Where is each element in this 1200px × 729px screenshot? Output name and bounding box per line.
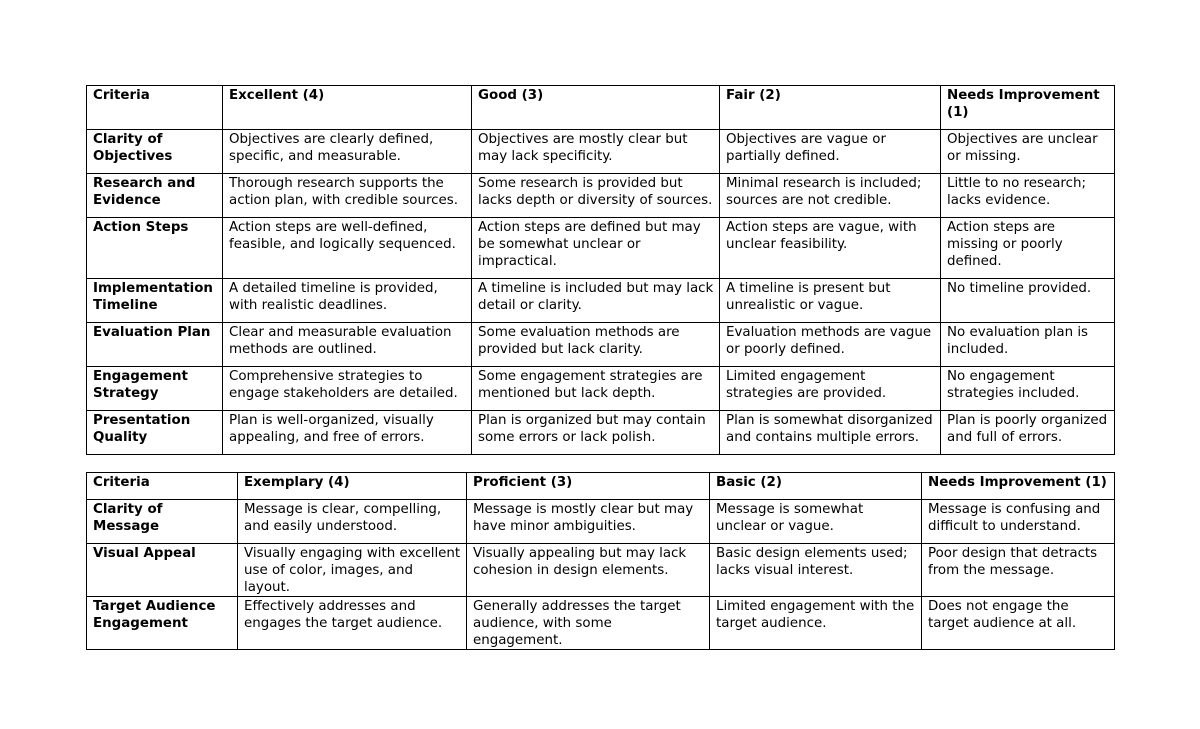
presentation-rubric-table (86, 472, 1115, 650)
descriptor-cell-level-3: Some evaluation methods are provided but lack clarity. (472, 323, 720, 367)
descriptor-cell-level-4: A detailed timeline is provided, with realistic deadlines. (223, 279, 472, 323)
table-row (87, 597, 1115, 650)
descriptor-cell-level-2: Objectives are vague or partially defined. (720, 130, 941, 174)
table-row (87, 279, 1115, 323)
descriptor-cell-level-3: Objectives are mostly clear but may lack specificity. (472, 130, 720, 174)
descriptor-cell-level-2: Basic design elements used; lacks visual interest. (710, 544, 922, 597)
table-row (87, 218, 1115, 279)
criteria-cell: Target Audience Engagement (87, 597, 238, 650)
table-row (87, 174, 1115, 218)
rubric-table-body (87, 473, 1115, 650)
descriptor-cell-level-1: Plan is poorly organized and full of errors. (941, 411, 1115, 455)
column-header-criteria: Criteria (87, 86, 223, 130)
descriptor-cell-level-4: Visually engaging with excellent use of color, images, and layout. (238, 544, 467, 597)
descriptor-cell-level-1: Poor design that detracts from the message. (922, 544, 1115, 597)
descriptor-cell-level-1: No evaluation plan is included. (941, 323, 1115, 367)
criteria-cell: Clarity of Message (87, 500, 238, 544)
criteria-cell: Action Steps (87, 218, 223, 279)
column-header-level-3: Good (3) (472, 86, 720, 130)
descriptor-cell-level-3: Some research is provided but lacks depth or diversity of sources. (472, 174, 720, 218)
descriptor-cell-level-3: Action steps are defined but may be somewhat unclear or impractical. (472, 218, 720, 279)
criteria-cell: Visual Appeal (87, 544, 238, 597)
descriptor-cell-level-2: Limited engagement with the target audience. (710, 597, 922, 650)
column-header-level-1: Needs Improvement (1) (922, 473, 1115, 500)
action-plan-rubric-table (86, 85, 1115, 455)
descriptor-cell-level-4: Plan is well-organized, visually appealing, and free of errors. (223, 411, 472, 455)
descriptor-cell-level-3: Some engagement strategies are mentioned but lack depth. (472, 367, 720, 411)
descriptor-cell-level-1: Message is confusing and difficult to understand. (922, 500, 1115, 544)
column-header-level-2: Basic (2) (710, 473, 922, 500)
descriptor-cell-level-4: Objectives are clearly defined, specific, and measurable. (223, 130, 472, 174)
column-header-level-2: Fair (2) (720, 86, 941, 130)
column-header-level-1: Needs Improvement (1) (941, 86, 1115, 130)
header-row (87, 473, 1115, 500)
descriptor-cell-level-3: Generally addresses the target audience, with some engagement. (467, 597, 710, 650)
descriptor-cell-level-1: Action steps are missing or poorly defined. (941, 218, 1115, 279)
rubric-table-body (87, 86, 1115, 455)
column-header-level-4: Exemplary (4) (238, 473, 467, 500)
descriptor-cell-level-1: Objectives are unclear or missing. (941, 130, 1115, 174)
descriptor-cell-level-2: A timeline is present but unrealistic or vague. (720, 279, 941, 323)
descriptor-cell-level-3: A timeline is included but may lack detail or clarity. (472, 279, 720, 323)
table-row (87, 500, 1115, 544)
descriptor-cell-level-2: Action steps are vague, with unclear feasibility. (720, 218, 941, 279)
descriptor-cell-level-1: No timeline provided. (941, 279, 1115, 323)
column-header-level-3: Proficient (3) (467, 473, 710, 500)
criteria-cell: Research and Evidence (87, 174, 223, 218)
criteria-cell: Clarity of Objectives (87, 130, 223, 174)
column-header-criteria: Criteria (87, 473, 238, 500)
descriptor-cell-level-4: Clear and measurable evaluation methods are outlined. (223, 323, 472, 367)
header-row (87, 86, 1115, 130)
table-row (87, 544, 1115, 597)
column-header-level-4: Excellent (4) (223, 86, 472, 130)
descriptor-cell-level-4: Effectively addresses and engages the target audience. (238, 597, 467, 650)
descriptor-cell-level-4: Action steps are well-defined, feasible, and logically sequenced. (223, 218, 472, 279)
table-row (87, 367, 1115, 411)
criteria-cell: Evaluation Plan (87, 323, 223, 367)
descriptor-cell-level-4: Comprehensive strategies to engage stakeholders are detailed. (223, 367, 472, 411)
descriptor-cell-level-1: Little to no research; lacks evidence. (941, 174, 1115, 218)
criteria-cell: Presentation Quality (87, 411, 223, 455)
descriptor-cell-level-2: Message is somewhat unclear or vague. (710, 500, 922, 544)
table-row (87, 411, 1115, 455)
table-row (87, 323, 1115, 367)
descriptor-cell-level-2: Evaluation methods are vague or poorly defined. (720, 323, 941, 367)
descriptor-cell-level-4: Message is clear, compelling, and easily understood. (238, 500, 467, 544)
descriptor-cell-level-1: No engagement strategies included. (941, 367, 1115, 411)
descriptor-cell-level-2: Minimal research is included; sources are not credible. (720, 174, 941, 218)
descriptor-cell-level-2: Limited engagement strategies are provided. (720, 367, 941, 411)
descriptor-cell-level-2: Plan is somewhat disorganized and contains multiple errors. (720, 411, 941, 455)
descriptor-cell-level-4: Thorough research supports the action plan, with credible sources. (223, 174, 472, 218)
table-row (87, 130, 1115, 174)
descriptor-cell-level-3: Visually appealing but may lack cohesion in design elements. (467, 544, 710, 597)
descriptor-cell-level-3: Plan is organized but may contain some errors or lack polish. (472, 411, 720, 455)
descriptor-cell-level-3: Message is mostly clear but may have minor ambiguities. (467, 500, 710, 544)
criteria-cell: Engagement Strategy (87, 367, 223, 411)
criteria-cell: Implementation Timeline (87, 279, 223, 323)
descriptor-cell-level-1: Does not engage the target audience at all. (922, 597, 1115, 650)
